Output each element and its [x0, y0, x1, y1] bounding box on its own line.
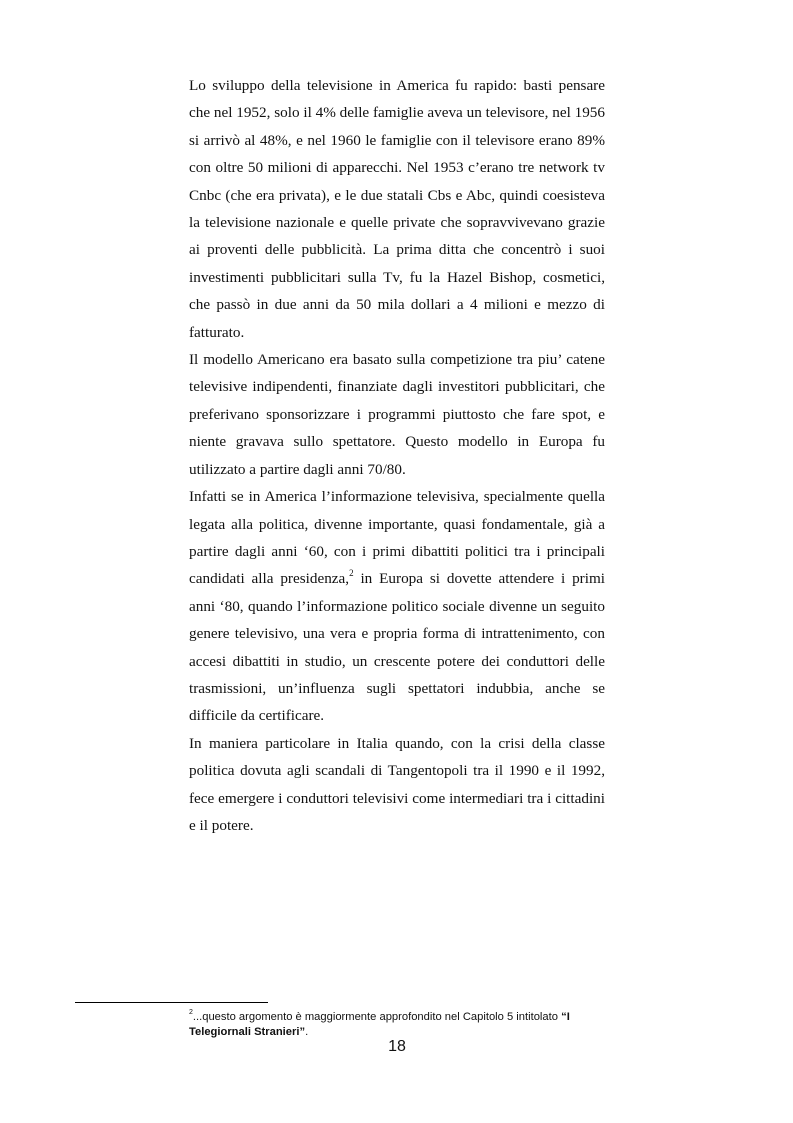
footnote-reference[interactable]: 2: [349, 568, 354, 579]
footnote: [189, 1010, 609, 1040]
page-number: 18: [388, 1038, 406, 1055]
paragraph-4: In maniera particolare in Italia quando, con la crisi della classe politica dovuta agli scandali di Tangentopoli tra il 1990 e il 1992, fece emergere i conduttori televisivi come intermediari tra i cittadini e il potere.: [189, 734, 605, 834]
footnote-divider: [75, 1002, 268, 1003]
paragraph-2: Il modello Americano era basato sulla competizione tra piu’ catene televisive indipendenti, finanziate dagli investitori pubblicitari, che preferivano sponsorizzare i programmi piuttosto che fare spot, e niente gravava sullo spettatore. Questo modello in Europa fu utilizzato a partire dagli anni 70/80.: [189, 351, 605, 478]
footnote-title: “I Telegiornali Stranieri”: [189, 1011, 570, 1038]
paragraph-3-part-2: in Europa si dovette attendere i primi anni ‘80, quando l’informazione politico sociale divenne un seguito genere televisivo, una vera e propria forma di intrattenimento, con accesi dibattiti in studio, un crescente potere dei conduttori delle trasmissioni, un’influenza sugli spettatori indubbia, anche se difficile da certificare.: [189, 570, 605, 725]
footnote-end: .: [305, 1026, 309, 1038]
footnote-text: ...questo argomento è maggiormente approfondito nel Capitolo 5 intitolato: [192, 1011, 562, 1023]
footnote-number: 2: [189, 1009, 193, 1017]
paragraph-1: Lo sviluppo della televisione in America fu rapido: basti pensare che nel 1952, solo il 4% delle famiglie aveva un televisore, nel 1956 si arrivò al 48%, e nel 1960 le famiglie con il televisore erano 89% con oltre 50 milioni di apparecchi. Nel 1953 c’erano tre network tv Cnbc (che era privata), e le due statali Cbs e Abc, quindi coesisteva la televisione nazionale e quelle private che sopravvivevano grazie ai proventi delle pubblicità. La prima ditta che concentrò i suoi investimenti pubblicitari sulla Tv, fu la Hazel Bishop, cosmetici, che passò in due anni da 50 mila dollari a 4 milioni e mezzo di fatturato.: [189, 77, 605, 341]
body-text: [189, 72, 605, 839]
paragraph-3: [189, 483, 605, 730]
paragraph-3-part-1: Infatti se in America l’informazione televisiva, specialmente quella legata alla politica, divenne importante, quasi fondamentale, già a partire dagli anni ‘60, con i primi dibattiti politici tra i principali candidati alla presidenza,: [189, 488, 605, 588]
